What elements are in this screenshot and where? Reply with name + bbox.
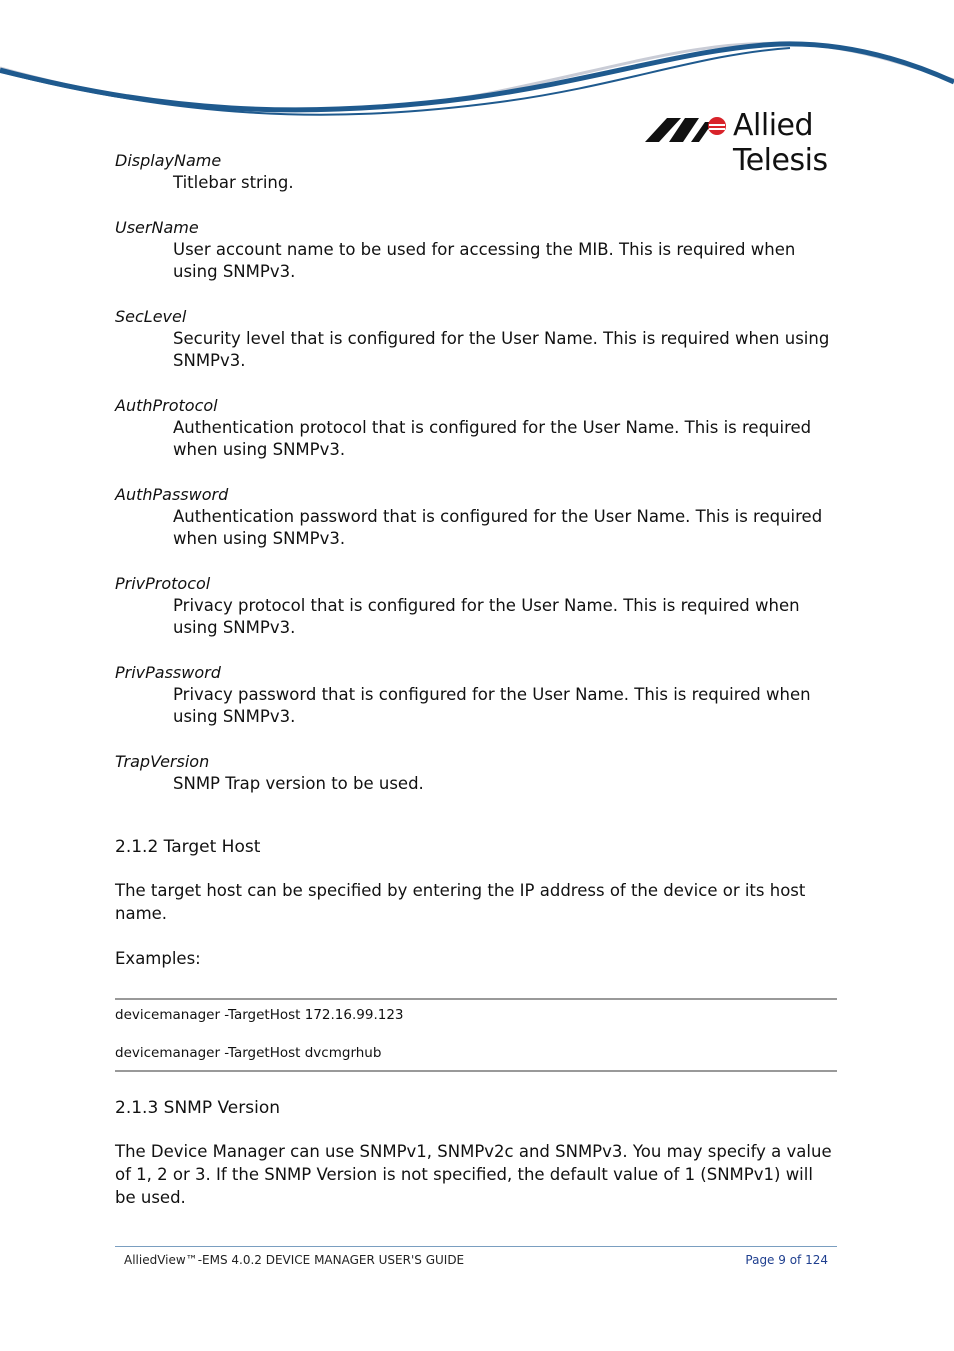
definition-desc: SNMP Trap version to be used. [173, 773, 424, 793]
definition-term: AuthProtocol [115, 395, 218, 415]
logo-mark-icon [645, 112, 729, 144]
definition-desc: Privacy protocol that is configured for the User Name. This is required when using SNMPv3. [173, 595, 800, 637]
definition-desc: Titlebar string. [173, 173, 294, 192]
definition-term: UserName [115, 217, 199, 237]
definition-entry [115, 751, 837, 796]
definition-term: PrivPassword [115, 662, 221, 682]
footer-doc-title: AlliedView™-EMS 4.0.2 DEVICE MANAGER USER'S GUIDE [124, 1253, 465, 1267]
definition-term: PrivProtocol [115, 573, 211, 593]
target-host-intro: The target host can be specified by entering the IP address of the device or its host name. [115, 881, 806, 923]
page-content [115, 150, 837, 1209]
definition-term: SecLevel [115, 306, 187, 326]
definition-desc: Authentication protocol that is configured for the User Name. This is required when using SNMPv3. [173, 417, 812, 459]
definition-entry [115, 217, 837, 284]
example-command: devicemanager -TargetHost dvcmgrhub [115, 1045, 382, 1061]
definition-desc: User account name to be used for accessing the MIB. This is required when using SNMPv3. [173, 239, 796, 281]
definition-term: TrapVersion [115, 751, 210, 771]
section-heading-snmp-version: 2.1.3 SNMP Version [115, 1098, 281, 1118]
definition-desc: Security level that is configured for the User Name. This is required when using SNMPv3. [173, 328, 830, 370]
definition-desc: Privacy password that is configured for the User Name. This is required when using SNMPv3. [173, 684, 811, 726]
footer-page-number: Page 9 of 124 [745, 1253, 828, 1267]
definition-entry [115, 150, 837, 195]
page-footer [115, 1246, 837, 1267]
definition-desc: Authentication password that is configured for the User Name. This is required when using SNMPv3. [173, 506, 823, 548]
definition-entry [115, 484, 837, 551]
definition-entry [115, 395, 837, 462]
definition-term: AuthPassword [115, 484, 229, 504]
logo-text: Allied Telesis [733, 108, 828, 178]
allied-telesis-logo [645, 108, 905, 178]
definition-entry [115, 662, 837, 729]
examples-code-box [115, 998, 837, 1072]
examples-label: Examples: [115, 949, 201, 968]
snmp-version-body: The Device Manager can use SNMPv1, SNMPv2c and SNMPv3. You may specify a value of 1, 2 or 3. If the SNMP Version is not specified, the default value of 1 (SNMPv1) will be used. [115, 1142, 832, 1207]
example-command: devicemanager -TargetHost 172.16.99.123 [115, 1007, 404, 1023]
section-heading-target-host: 2.1.2 Target Host [115, 837, 261, 857]
definition-entry [115, 573, 837, 640]
definition-term: DisplayName [115, 151, 222, 170]
definition-entry [115, 306, 837, 373]
